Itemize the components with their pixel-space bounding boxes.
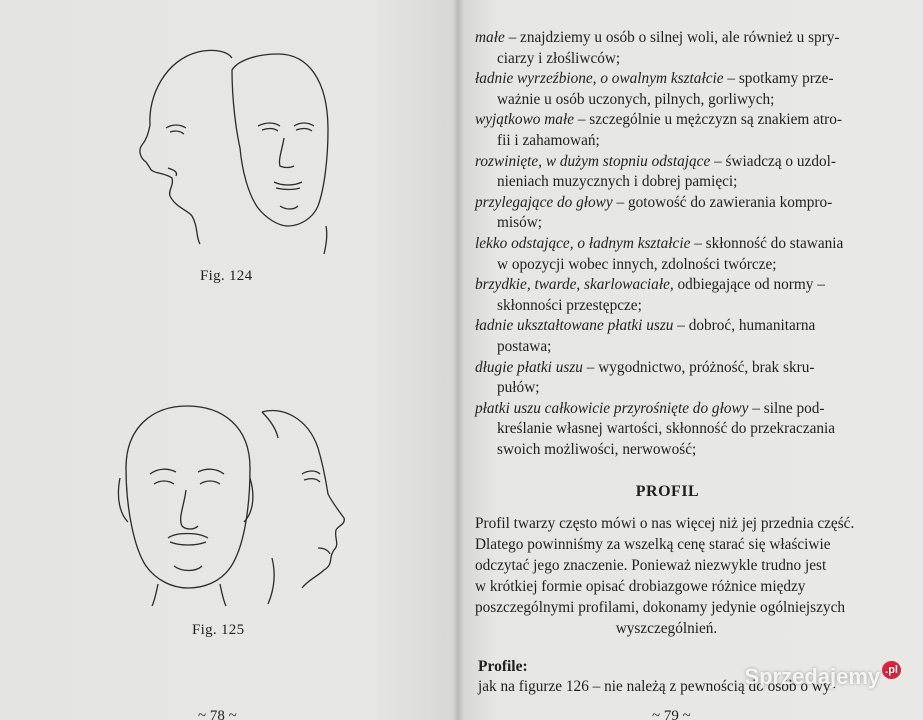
entry-text: – skłonność do stawania — [690, 234, 844, 252]
entry-8 — [475, 316, 860, 357]
entry-continuation: fii i zahamowań; — [497, 131, 600, 149]
entry-7 — [475, 275, 860, 316]
entry-text: – wygodnictwo, próżność, brak skru- — [582, 358, 815, 376]
entry-continuation: postawa; — [497, 337, 552, 355]
figure-124-illustration — [128, 40, 368, 260]
entry-9 — [475, 358, 860, 399]
entry-10 — [475, 399, 860, 461]
entry-3 — [475, 110, 860, 151]
entry-text: – świadczą o uzdol- — [710, 152, 836, 170]
section-heading: PROFIL — [635, 483, 700, 500]
entry-text: – szczególnie u mężczyzn są znakiem atro- — [574, 111, 842, 129]
entry-text: – spotkamy prze- — [723, 70, 834, 88]
figure-125-caption: Fig. 125 — [192, 622, 245, 638]
entry-2 — [475, 69, 860, 110]
entry-term: ładnie wyrzeźbione, o owalnym kształcie — [475, 70, 724, 88]
right-page-number: ~ 79 ~ — [652, 708, 691, 720]
entry-term: przylegające do głowy — [475, 193, 613, 211]
watermark-suffix: .pl — [882, 661, 901, 679]
entry-term: brzydkie, twarde, skarlowaciałe, — [475, 276, 674, 294]
entry-term: długie płatki uszu — [475, 358, 583, 376]
entry-term: ładnie ukształtowane płatki uszu — [475, 317, 674, 335]
paragraph-line: wyszczególnień. — [615, 620, 718, 637]
entry-continuation: ważnie u osób uczonych, pilnych, gorliwych; — [497, 90, 775, 108]
entry-continuation: kreślanie własnej wartości, skłonność do przekraczania — [497, 420, 836, 438]
entry-continuation: skłonności przestępcze; — [497, 296, 642, 314]
entry-text: – znajdziemy u osób o silnej woli, ale również u spry- — [504, 29, 840, 46]
entry-term: płatki uszu całkowicie przyrośnięte do głowy — [475, 399, 749, 417]
figure-125-illustration — [112, 398, 352, 608]
entry-1 — [475, 28, 860, 69]
entry-continuation: nieniach muzycznych i dobrej pamięci; — [497, 173, 738, 191]
entry-term: lekko odstające, o ładnym kształcie — [475, 234, 691, 252]
watermark-logo — [744, 664, 901, 690]
profiles-first-line: jak na figurze 126 – nie należą z pewnością do osób o wy- — [478, 678, 836, 695]
entry-6 — [475, 234, 860, 275]
left-page-number: ~ 78 ~ — [198, 708, 237, 720]
entry-continuation: ciarzy i złośliwców; — [497, 49, 621, 67]
entry-4 — [475, 152, 860, 193]
paragraph-line: poszczególnymi profilami, dokonamy jedynie ogólniejszych — [475, 599, 846, 616]
ear-descriptions-list — [475, 28, 860, 460]
entry-5 — [475, 193, 860, 234]
entry-term: małe — [475, 29, 505, 46]
profile-paragraph — [475, 513, 858, 639]
entry-term: wyjątkowo małe — [475, 111, 574, 129]
paragraph-line: w krótkiej formie opisać drobiazgowe różnice między — [475, 578, 806, 595]
entry-continuation: pułów; — [497, 379, 540, 397]
figure-124-caption: Fig. 124 — [200, 268, 253, 284]
watermark-text: Sprzedajemy — [744, 664, 881, 689]
entry-continuation: misów; — [497, 214, 543, 232]
book-gutter — [452, 0, 464, 720]
paragraph-line: odczytać jego znaczenie. Ponieważ niezwykle trudno jest — [475, 557, 827, 574]
paragraph-line: Profil twarzy często mówi o nas więcej niż jej przednia część. — [475, 515, 855, 532]
entry-text: – gotowość do zawierania kompro- — [612, 193, 833, 211]
profiles-subheading: Profile: — [478, 658, 528, 675]
entry-continuation-2: swoich możliwości, nerwowość; — [497, 440, 697, 458]
entry-continuation: w opozycji wobec innych, zdolności twórcze; — [497, 255, 777, 273]
entry-term: rozwinięte, w dużym stopniu odstające — [475, 152, 711, 170]
entry-text: – silne pod- — [748, 399, 825, 417]
paragraph-line: Dlatego powinniśmy za wszelką cenę starać się właściwie — [475, 536, 831, 553]
entry-text: – dobroć, humanitarna — [673, 317, 816, 335]
entry-text: odbiegające od normy – — [673, 276, 825, 294]
